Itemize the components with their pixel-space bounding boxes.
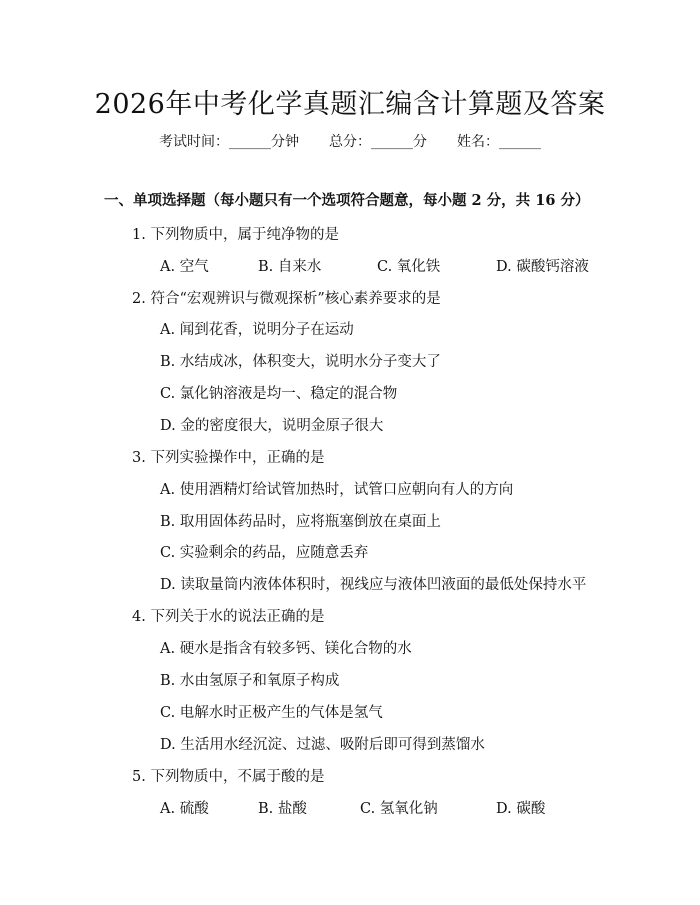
student-name-field: 姓名：______ (457, 134, 541, 150)
exam-time-field: 考试时间：______分钟 (159, 134, 299, 150)
total-score-field: 总分：______分 (329, 134, 427, 150)
question-3-option-c: C. 实验剩余的药品，应随意丢弃 (160, 545, 369, 561)
question-3-option-d: D. 读取量筒内液体体积时，视线应与液体凹液面的最低处保持水平 (160, 577, 587, 593)
section-heading-single-choice: 一、单项选择题（每小题只有一个选项符合题意，每小题 2 分，共 16 分） (104, 192, 590, 209)
question-4-option-c: C. 电解水时正极产生的气体是氢气 (160, 705, 383, 721)
question-3-option-b: B. 取用固体药品时，应将瓶塞倒放在桌面上 (160, 514, 441, 530)
question-2-option-b: B. 水结成冰，体积变大，说明水分子变大了 (160, 354, 441, 370)
question-5-option-a: A. 硫酸 (160, 801, 209, 817)
exam-title: 2026年中考化学真题汇编含计算题及答案 (94, 89, 606, 120)
question-5-stem: 5. 下列物质中，不属于酸的是 (132, 769, 325, 785)
question-4-option-d: D. 生活用水经沉淀、过滤、吸附后即可得到蒸馏水 (160, 737, 485, 753)
question-4-stem: 4. 下列关于水的说法正确的是 (132, 609, 325, 625)
question-2-stem: 2. 符合“宏观辨识与微观探析”核心素养要求的是 (132, 291, 441, 307)
question-1-stem: 1. 下列物质中，属于纯净物的是 (132, 227, 339, 243)
exam-info-line (0, 131, 700, 151)
question-2-option-a: A. 闻到花香，说明分子在运动 (160, 322, 354, 338)
question-1-option-d: D. 碳酸钙溶液 (496, 259, 589, 275)
question-5-option-b: B. 盐酸 (258, 801, 307, 817)
question-2-option-c: C. 氯化钠溶液是均一、稳定的混合物 (160, 386, 398, 402)
question-1-option-c: C. 氧化铁 (377, 259, 441, 275)
question-3-stem: 3. 下列实验操作中，正确的是 (132, 450, 325, 466)
question-2-option-d: D. 金的密度很大，说明金原子很大 (160, 418, 384, 434)
question-1-option-a: A. 空气 (160, 259, 209, 275)
question-5-option-c: C. 氢氧化钠 (360, 801, 438, 817)
question-4-option-a: A. 硬水是指含有较多钙、镁化合物的水 (160, 641, 412, 657)
question-5-option-d: D. 碳酸 (496, 801, 546, 817)
question-1-option-b: B. 自来水 (258, 259, 322, 275)
question-4-option-b: B. 水由氢原子和氧原子构成 (160, 673, 340, 689)
question-3-option-a: A. 使用酒精灯给试管加热时，试管口应朝向有人的方向 (160, 482, 514, 498)
